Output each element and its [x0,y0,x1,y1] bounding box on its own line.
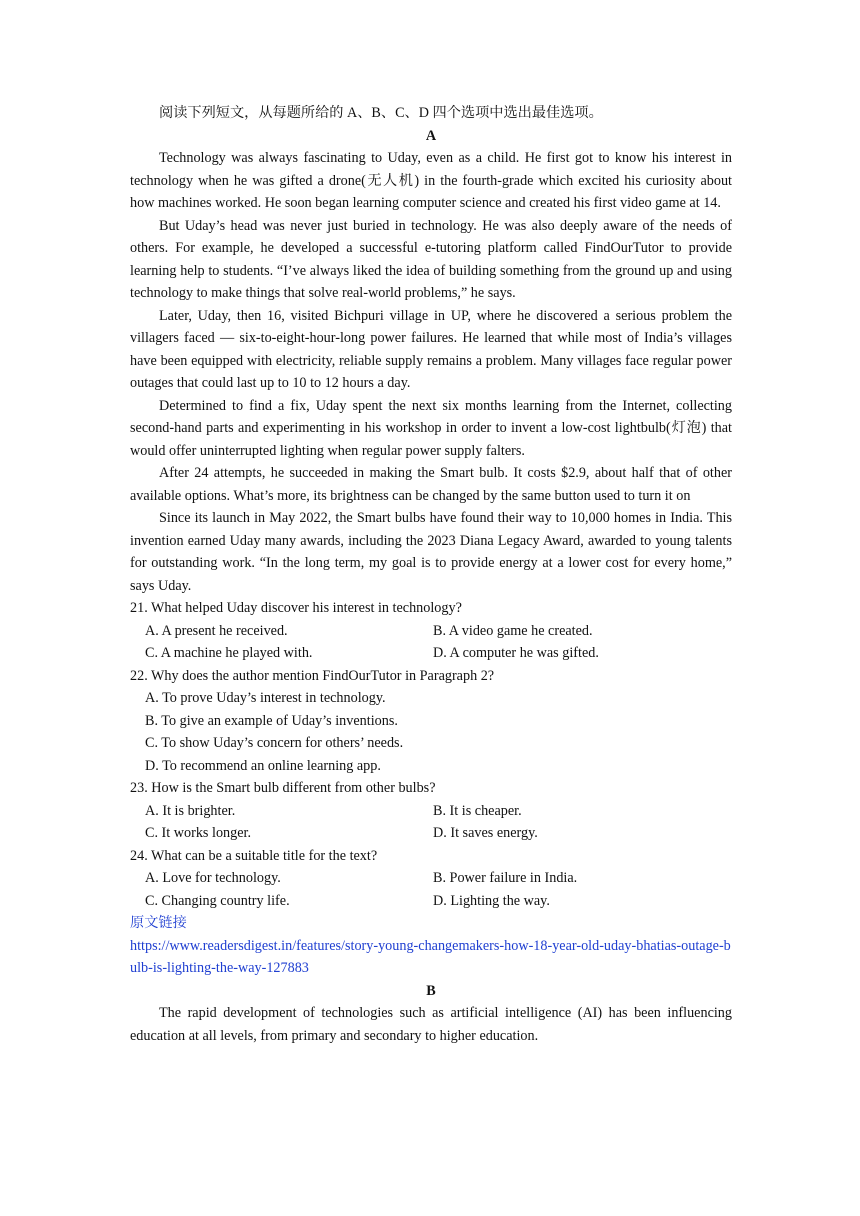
option-row [130,620,732,643]
option: D. Lighting the way. [433,892,550,909]
option: A. It is brighter. [145,802,236,819]
option: B. Power failure in India. [433,870,578,886]
option-row [130,800,732,823]
option: C. Changing country life. [145,892,290,909]
paragraph: Technology was always fascinating to Uday, even as a child. He first got to know his interest in technology when he was gifted a drone(无人机) in the fourth-grade which excited his curiosity about how machines worked. He soon began learning computer science and created his first video game at 14. [130,150,732,211]
option: D. A computer he was gifted. [433,645,599,661]
option: A. A present he received. [145,622,288,639]
document-body [130,102,732,1047]
option-row [130,642,732,665]
paragraph: After 24 attempts, he succeeded in making the Smart bulb. It costs $2.9, about half that of other available options. What’s more, its brightness can be changed by the same button used to turn it on [130,465,732,504]
option: C. It works longer. [145,825,252,841]
question-stem: 21. What helped Uday discover his interest in technology? [130,600,462,616]
option: C. To show Uday’s concern for others’ needs. [145,735,404,751]
question-stem: 24. What can be a suitable title for the text? [130,847,378,864]
option-row [130,822,732,845]
option: A. Love for technology. [145,870,281,886]
option: B. It is cheaper. [433,802,522,819]
paragraph: Later, Uday, then 16, visited Bichpuri village in UP, where he discovered a serious problem the villagers faced — six-to-eight-hour-long power failures. He learned that while most of India’s villages have been equipped with electricity, reliable supply remains a problem. Many villages face regular power outages that could last up to 10 to 12 hours a day. [130,307,732,391]
source-link-url[interactable]: https://www.readersdigest.in/features/story-young-changemakers-how-18-year-old-uday-bhatias-outage-bulb-is-lighting-the-way-127883 [130,937,731,976]
option-row [130,867,732,890]
section-a-heading: A [425,127,437,144]
option: D. It saves energy. [433,825,538,841]
option: A. To prove Uday’s interest in technology. [145,690,386,706]
paragraph: Since its launch in May 2022, the Smart bulbs have found their way to 10,000 homes in India. This invention earned Uday many awards, including the 2023 Diana Legacy Award, awarded to young talents for outstanding work. “In the long term, my goal is to provide energy at a lower cost for every home,” says Uday. [130,510,732,594]
option: C. A machine he played with. [145,645,313,661]
paragraph: The rapid development of technologies such as artificial intelligence (AI) has been influencing education at all levels, from primary and secondary to higher education. [130,1005,732,1044]
instructions: 阅读下列短文，从每题所给的 A、B、C、D 四个选项中选出最佳选项。 [159,105,603,121]
option-row [130,890,732,913]
question-stem: 22. Why does the author mention FindOurTutor in Paragraph 2? [130,667,495,684]
question-stem: 23. How is the Smart bulb different from other bulbs? [130,780,436,796]
option: B. A video game he created. [433,622,593,639]
option: D. To recommend an online learning app. [145,757,381,774]
paragraph: Determined to find a fix, Uday spent the next six months learning from the Internet, collecting second-hand parts and experimenting in his workshop in order to invent a low-cost lightbulb(灯泡) that would offer uninterrupted lighting when regular power supply falters. [130,397,732,459]
section-b-heading: B [426,982,436,999]
option: B. To give an example of Uday’s inventions. [145,712,398,729]
source-link-label[interactable]: 原文链接 [130,915,187,931]
paragraph: But Uday’s head was never just buried in technology. He was also deeply aware of the needs of others. For example, he developed a successful e-tutoring platform called FindOurTutor to provide learning help to students. “I’ve always liked the idea of building something from the ground up and using technology to make things that solve real-world problems,” he says. [130,217,732,301]
